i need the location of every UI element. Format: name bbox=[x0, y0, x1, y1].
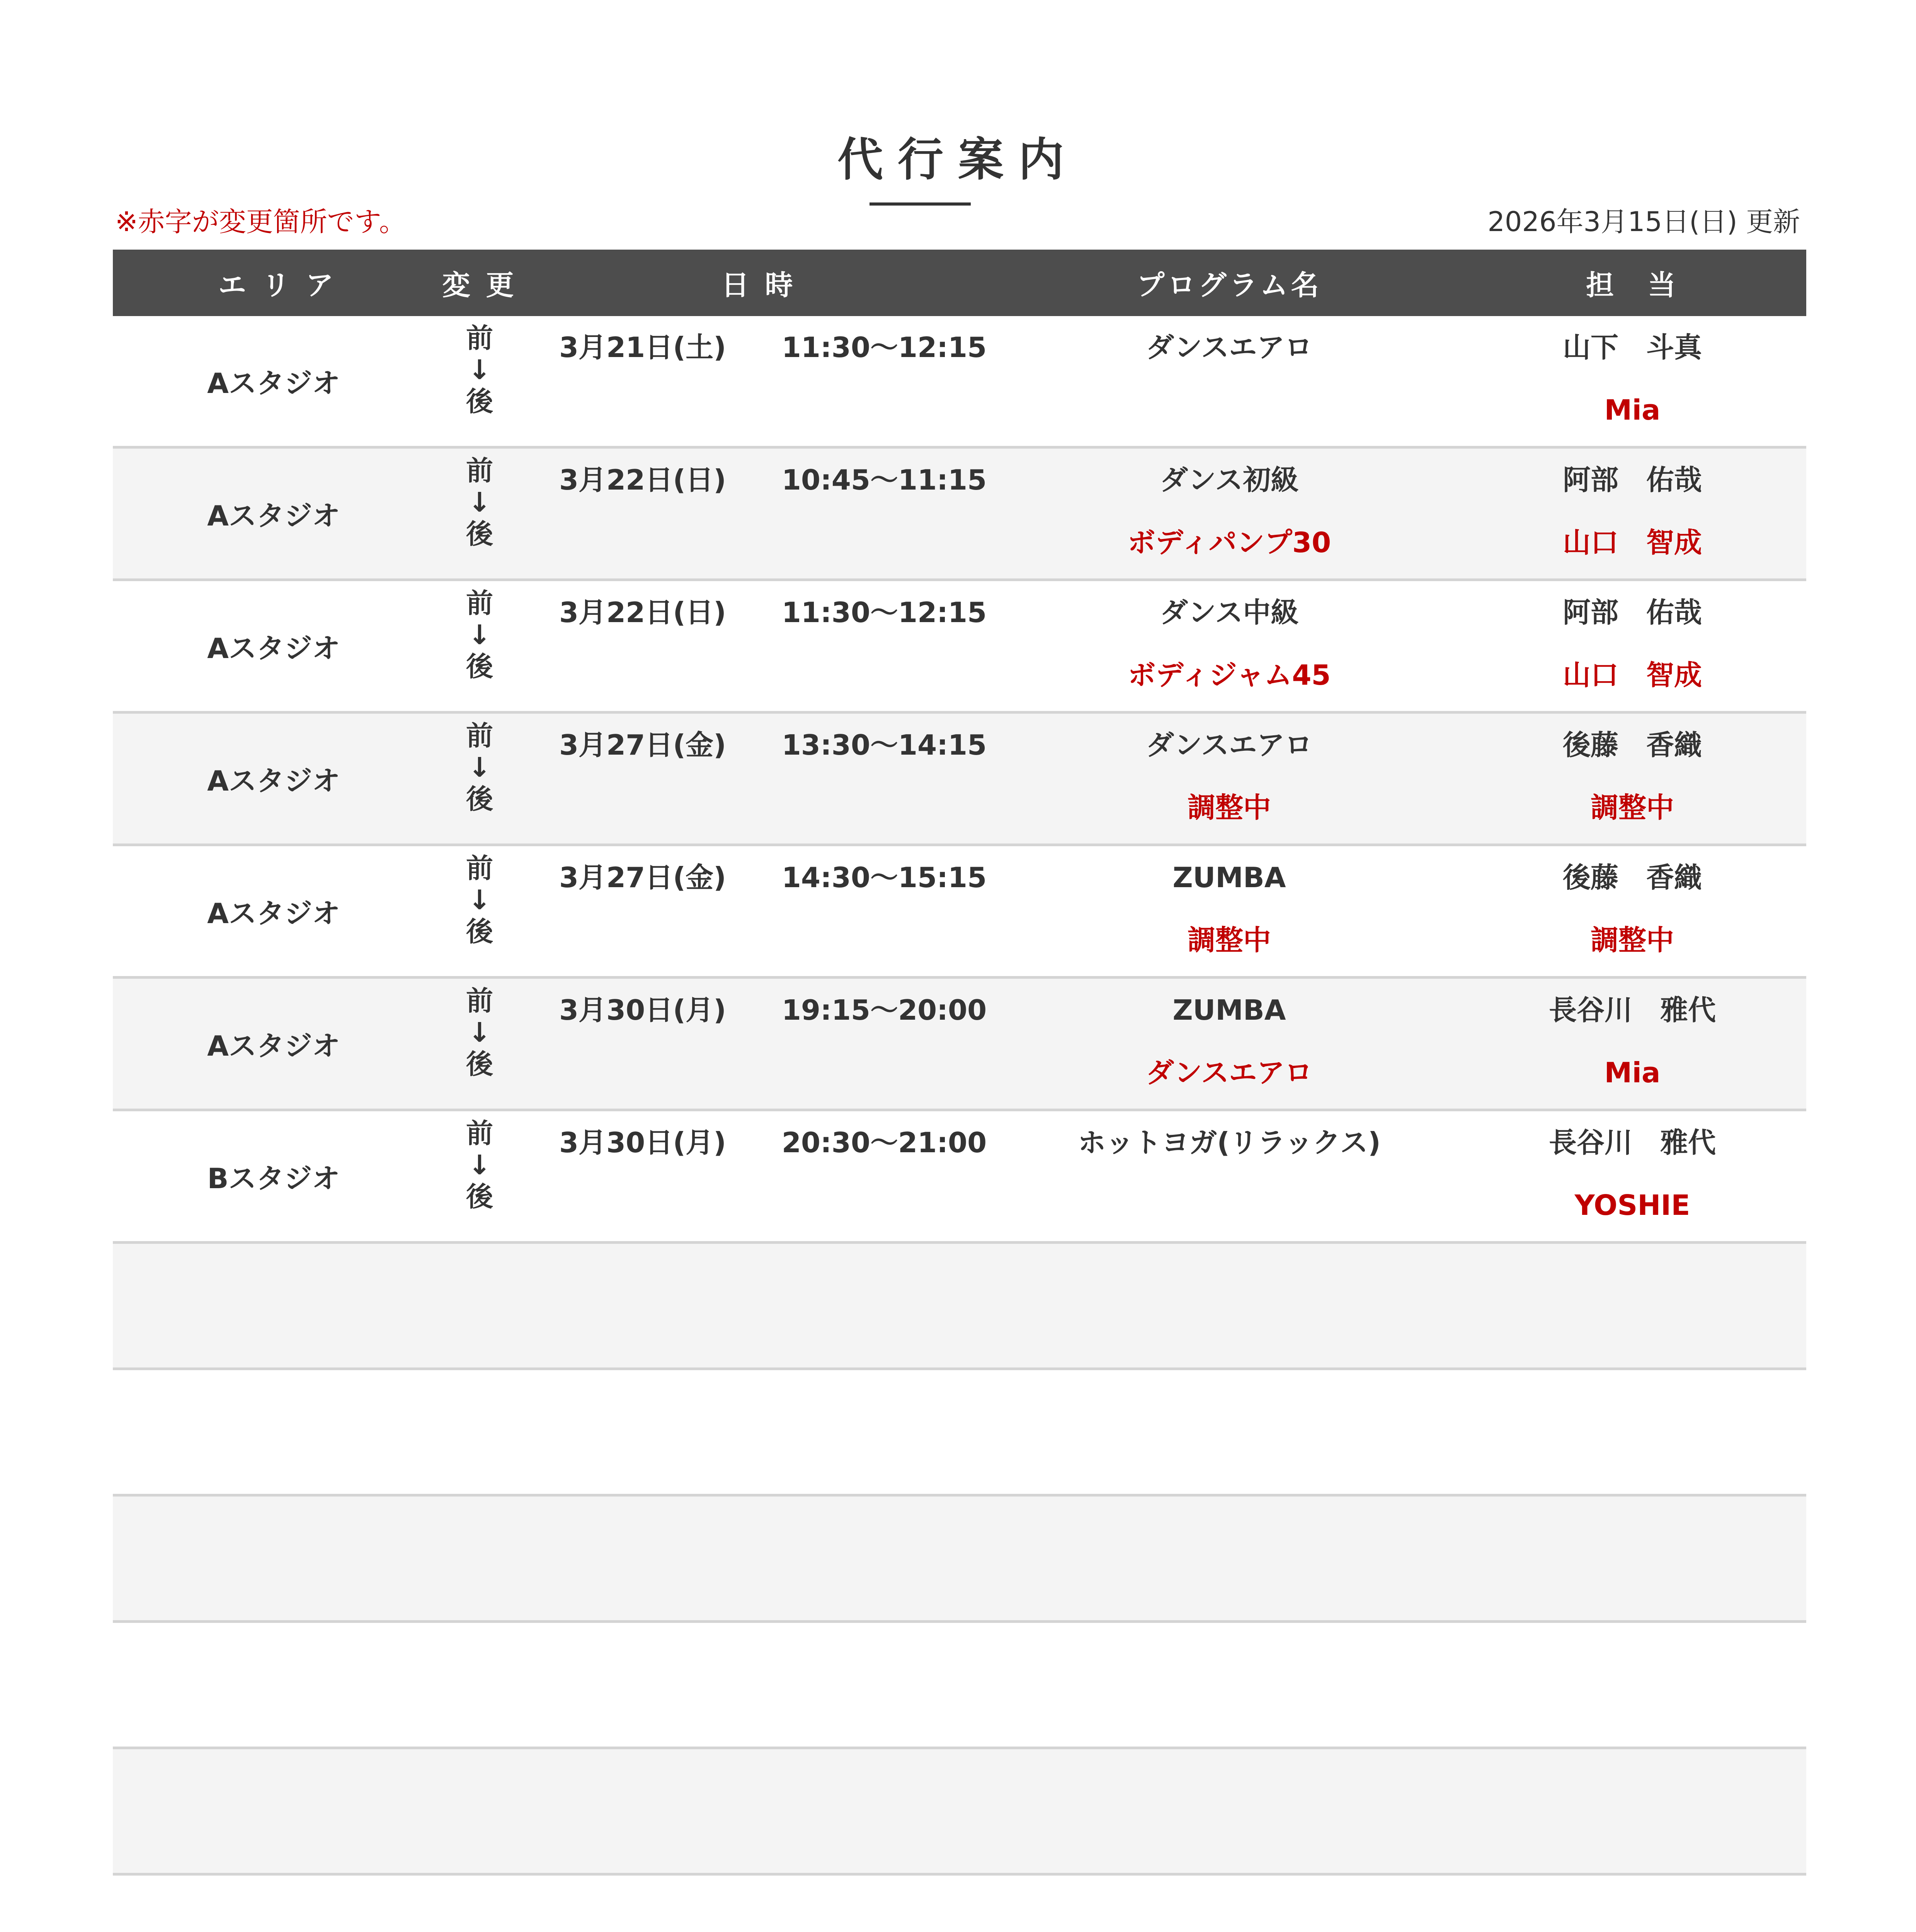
instructor-cell bbox=[1458, 1110, 1806, 1243]
change-after: 後 bbox=[466, 518, 493, 550]
table-row bbox=[113, 978, 1806, 1110]
instructor-cell bbox=[1458, 713, 1806, 845]
instructor-after: YOSHIE bbox=[1574, 1189, 1690, 1221]
empty-row bbox=[113, 1495, 1806, 1622]
table-row bbox=[113, 447, 1806, 580]
instructor-cell bbox=[1458, 845, 1806, 978]
area-cell bbox=[113, 1110, 442, 1243]
time-cell bbox=[768, 316, 1000, 447]
instructor-before: 阿部 佑哉 bbox=[1563, 464, 1702, 496]
date-cell bbox=[517, 845, 768, 978]
empty-row bbox=[113, 1748, 1806, 1874]
date-text: 3月22日(日) bbox=[559, 464, 727, 496]
instructor-before: 山下 斗真 bbox=[1563, 331, 1702, 364]
instructor-before: 後藤 香織 bbox=[1563, 861, 1702, 894]
title-underline bbox=[870, 202, 971, 206]
time-text: 14:30〜15:15 bbox=[781, 861, 987, 894]
time-cell bbox=[768, 580, 1000, 713]
empty-row bbox=[113, 1243, 1806, 1369]
time-text: 20:30〜21:00 bbox=[781, 1126, 987, 1159]
program-cell bbox=[1000, 845, 1458, 978]
date-text: 3月30日(月) bbox=[559, 994, 727, 1026]
instructor-cell bbox=[1458, 580, 1806, 713]
area-label: Aスタジオ bbox=[207, 897, 340, 930]
area-cell bbox=[113, 713, 442, 845]
change-arrow: ↓ bbox=[468, 354, 491, 386]
date-cell bbox=[517, 580, 768, 713]
instructor-after: 山口 智成 bbox=[1563, 526, 1702, 559]
updated-date: 2026年3月15日(日) 更新 bbox=[1487, 206, 1800, 238]
program-after bbox=[1000, 1174, 1458, 1236]
instructor-cell bbox=[1458, 978, 1806, 1110]
time-cell bbox=[768, 1110, 1000, 1243]
table-row bbox=[113, 713, 1806, 845]
change-before: 前 bbox=[466, 852, 493, 884]
table-row bbox=[113, 845, 1806, 978]
date-cell bbox=[517, 316, 768, 447]
date-text: 3月21日(土) bbox=[559, 331, 727, 364]
change-after: 後 bbox=[466, 916, 493, 947]
change-cell bbox=[442, 580, 517, 713]
instructor-after: 調整中 bbox=[1591, 924, 1674, 956]
program-after bbox=[1000, 379, 1458, 441]
instructor-after: Mia bbox=[1604, 1056, 1661, 1089]
instructor-cell bbox=[1458, 447, 1806, 580]
program-before: ダンス中級 bbox=[1160, 596, 1299, 629]
change-cell bbox=[442, 447, 517, 580]
date-text: 3月27日(金) bbox=[559, 861, 727, 894]
change-arrow: ↓ bbox=[468, 486, 491, 518]
col-program: プログラム名 bbox=[1000, 250, 1458, 316]
program-before: ダンスエアロ bbox=[1146, 331, 1313, 364]
program-cell bbox=[1000, 978, 1458, 1110]
change-cell bbox=[442, 713, 517, 845]
change-arrow: ↓ bbox=[468, 884, 491, 916]
table-row bbox=[113, 1110, 1806, 1243]
change-cell bbox=[442, 978, 517, 1110]
time-cell bbox=[768, 978, 1000, 1110]
instructor-after: 調整中 bbox=[1591, 791, 1674, 824]
change-before: 前 bbox=[466, 985, 493, 1017]
change-before: 前 bbox=[466, 720, 493, 752]
program-after: 調整中 bbox=[1188, 924, 1271, 956]
change-cell bbox=[442, 316, 517, 447]
time-text: 11:30〜12:15 bbox=[781, 596, 987, 629]
program-cell bbox=[1000, 580, 1458, 713]
change-before: 前 bbox=[466, 1117, 493, 1149]
empty-row bbox=[113, 1874, 1806, 1932]
date-cell bbox=[517, 447, 768, 580]
area-cell bbox=[113, 978, 442, 1110]
instructor-after: Mia bbox=[1604, 394, 1661, 426]
date-cell bbox=[517, 713, 768, 845]
time-text: 10:45〜11:15 bbox=[781, 464, 987, 496]
instructor-before: 後藤 香織 bbox=[1563, 729, 1702, 761]
empty-row bbox=[113, 1369, 1806, 1495]
area-label: Aスタジオ bbox=[207, 1030, 340, 1062]
program-before: ホットヨガ(リラックス) bbox=[1078, 1126, 1381, 1159]
change-arrow: ↓ bbox=[468, 752, 491, 783]
program-cell bbox=[1000, 447, 1458, 580]
date-cell bbox=[517, 1110, 768, 1243]
time-cell bbox=[768, 845, 1000, 978]
change-before: 前 bbox=[466, 587, 493, 619]
area-label: Aスタジオ bbox=[207, 765, 340, 797]
program-cell bbox=[1000, 316, 1458, 447]
program-after: ボディジャム45 bbox=[1128, 659, 1331, 691]
area-cell bbox=[113, 845, 442, 978]
col-change: 変 更 bbox=[442, 250, 517, 316]
program-before: ZUMBA bbox=[1172, 861, 1286, 894]
area-label: Bスタジオ bbox=[207, 1162, 340, 1195]
change-cell bbox=[442, 1110, 517, 1243]
col-area: エ リ ア bbox=[113, 250, 442, 316]
time-cell bbox=[768, 713, 1000, 845]
change-arrow: ↓ bbox=[468, 1149, 491, 1181]
substitute-table bbox=[113, 250, 1806, 1932]
time-text: 11:30〜12:15 bbox=[781, 331, 987, 364]
area-label: Aスタジオ bbox=[207, 367, 340, 400]
instructor-cell bbox=[1458, 316, 1806, 447]
instructor-before: 阿部 佑哉 bbox=[1563, 596, 1702, 629]
time-cell bbox=[768, 447, 1000, 580]
change-arrow: ↓ bbox=[468, 1017, 491, 1048]
date-text: 3月27日(金) bbox=[559, 729, 727, 761]
program-before: ダンスエアロ bbox=[1146, 729, 1313, 761]
program-after: 調整中 bbox=[1188, 791, 1271, 824]
change-before: 前 bbox=[466, 455, 493, 486]
change-after: 後 bbox=[466, 783, 493, 815]
area-label: Aスタジオ bbox=[207, 632, 340, 665]
date-cell bbox=[517, 978, 768, 1110]
col-datetime: 日 時 bbox=[517, 250, 1000, 316]
program-after: ダンスエアロ bbox=[1146, 1056, 1313, 1089]
program-before: ZUMBA bbox=[1172, 994, 1286, 1026]
date-text: 3月22日(日) bbox=[559, 596, 727, 629]
program-cell bbox=[1000, 1110, 1458, 1243]
col-instructor: 担 当 bbox=[1458, 250, 1806, 316]
change-after: 後 bbox=[466, 1181, 493, 1213]
instructor-before: 長谷川 雅代 bbox=[1549, 1126, 1716, 1159]
change-before: 前 bbox=[466, 322, 493, 354]
program-cell bbox=[1000, 713, 1458, 845]
change-cell bbox=[442, 845, 517, 978]
change-note: ※赤字が変更箇所です。 bbox=[115, 206, 407, 238]
change-after: 後 bbox=[466, 1048, 493, 1080]
time-text: 13:30〜14:15 bbox=[781, 729, 987, 761]
program-after: ボディパンプ30 bbox=[1127, 526, 1331, 559]
change-after: 後 bbox=[466, 651, 493, 682]
change-arrow: ↓ bbox=[468, 619, 491, 651]
instructor-after: 山口 智成 bbox=[1563, 659, 1702, 691]
change-after: 後 bbox=[466, 386, 493, 417]
page-title: 代行案内 bbox=[837, 133, 1079, 186]
area-cell bbox=[113, 447, 442, 580]
time-text: 19:15〜20:00 bbox=[781, 994, 987, 1026]
area-cell bbox=[113, 580, 442, 713]
instructor-before: 長谷川 雅代 bbox=[1549, 994, 1716, 1026]
area-cell bbox=[113, 316, 442, 447]
empty-row bbox=[113, 1622, 1806, 1748]
area-label: Aスタジオ bbox=[207, 500, 340, 532]
table-row bbox=[113, 580, 1806, 713]
program-before: ダンス初級 bbox=[1160, 464, 1299, 496]
table-header bbox=[113, 250, 1806, 316]
table-row bbox=[113, 316, 1806, 447]
date-text: 3月30日(月) bbox=[559, 1126, 727, 1159]
